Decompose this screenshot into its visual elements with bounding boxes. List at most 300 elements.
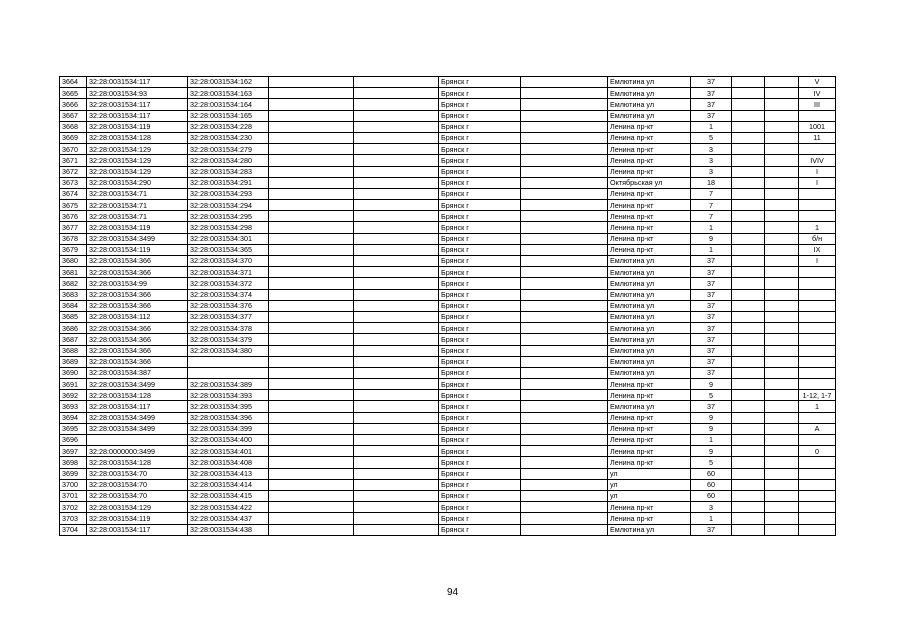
- cell-house-number: 5: [691, 390, 732, 401]
- cell-row-number: 3684: [60, 300, 87, 311]
- cell-col-7: [521, 401, 608, 412]
- cell-col-10: [732, 468, 765, 479]
- cell-col-7: [521, 435, 608, 446]
- cell-cadastral-number-parent: 32:28:0031534:366: [87, 323, 188, 334]
- cell-cadastral-number: 32:28:0031534:280: [188, 155, 269, 166]
- cell-row-number: 3693: [60, 401, 87, 412]
- cell-house-number: 37: [691, 110, 732, 121]
- cell-row-number: 3694: [60, 412, 87, 423]
- cell-street: ул: [608, 490, 691, 501]
- cell-cadastral-number-parent: 32:28:0031534:129: [87, 166, 188, 177]
- cell-col-4: [269, 267, 354, 278]
- cell-col-11: [765, 513, 799, 524]
- cell-col-4: [269, 334, 354, 345]
- cell-col-4: [269, 300, 354, 311]
- cell-street: Ленина пр-кт: [608, 412, 691, 423]
- table-row: [60, 166, 836, 177]
- table-row: [60, 457, 836, 468]
- cell-house-number: 9: [691, 412, 732, 423]
- cell-col-10: [732, 423, 765, 434]
- cell-cadastral-number: 32:28:0031534:365: [188, 244, 269, 255]
- cell-cadastral-number-parent: 32:28:0031534:3499: [87, 423, 188, 434]
- cell-col-10: [732, 334, 765, 345]
- cell-cadastral-number-parent: 32:28:0031534:3499: [87, 379, 188, 390]
- cell-house-number: 37: [691, 367, 732, 378]
- cell-premises-number: IX: [799, 244, 836, 255]
- cell-house-number: 37: [691, 289, 732, 300]
- cell-col-11: [765, 390, 799, 401]
- cell-cadastral-number: 32:28:0031534:437: [188, 513, 269, 524]
- cell-row-number: 3669: [60, 132, 87, 143]
- cell-house-number: 5: [691, 457, 732, 468]
- table-row: [60, 188, 836, 199]
- table-row: [60, 110, 836, 121]
- table-row: [60, 256, 836, 267]
- cell-house-number: 9: [691, 379, 732, 390]
- cell-col-11: [765, 423, 799, 434]
- cell-col-11: [765, 356, 799, 367]
- cell-col-7: [521, 356, 608, 367]
- cell-col-5: [354, 300, 439, 311]
- cell-city: Брянск г: [439, 412, 521, 423]
- cell-cadastral-number: 32:28:0031534:415: [188, 490, 269, 501]
- cell-cadastral-number: 32:28:0031534:294: [188, 200, 269, 211]
- cell-col-10: [732, 435, 765, 446]
- cell-col-5: [354, 132, 439, 143]
- cell-col-4: [269, 278, 354, 289]
- cell-row-number: 3680: [60, 256, 87, 267]
- cell-house-number: 37: [691, 278, 732, 289]
- cell-cadastral-number-parent: 32:28:0031534:117: [87, 77, 188, 88]
- cell-col-5: [354, 311, 439, 322]
- cell-col-5: [354, 490, 439, 501]
- cell-row-number: 3678: [60, 233, 87, 244]
- cell-col-7: [521, 77, 608, 88]
- cell-cadastral-number: 32:28:0031534:378: [188, 323, 269, 334]
- table-body: [60, 77, 836, 536]
- cell-street: Емлютина ул: [608, 401, 691, 412]
- table-row: [60, 211, 836, 222]
- cell-city: Брянск г: [439, 222, 521, 233]
- cell-house-number: 37: [691, 524, 732, 535]
- cell-col-11: [765, 177, 799, 188]
- cell-col-11: [765, 323, 799, 334]
- cell-col-11: [765, 211, 799, 222]
- cell-col-11: [765, 110, 799, 121]
- cell-row-number: 3688: [60, 345, 87, 356]
- cell-street: Ленина пр-кт: [608, 379, 691, 390]
- cell-premises-number: [799, 300, 836, 311]
- cell-row-number: 3664: [60, 77, 87, 88]
- cell-city: Брянск г: [439, 200, 521, 211]
- cell-row-number: 3689: [60, 356, 87, 367]
- cell-cadastral-number-parent: 32:28:0031534:71: [87, 188, 188, 199]
- cell-col-10: [732, 256, 765, 267]
- cell-cadastral-number-parent: 32:28:0031534:366: [87, 356, 188, 367]
- cell-cadastral-number-parent: 32:28:0031534:93: [87, 88, 188, 99]
- cell-cadastral-number-parent: 32:28:0031534:117: [87, 99, 188, 110]
- cell-house-number: 37: [691, 401, 732, 412]
- cell-cadastral-number: 32:28:0031534:379: [188, 334, 269, 345]
- cell-street: Ленина пр-кт: [608, 200, 691, 211]
- cell-street: Ленина пр-кт: [608, 233, 691, 244]
- cell-col-5: [354, 121, 439, 132]
- cell-col-7: [521, 244, 608, 255]
- cell-cadastral-number-parent: 32:28:0000000:3499: [87, 446, 188, 457]
- cell-col-7: [521, 233, 608, 244]
- cell-city: Брянск г: [439, 77, 521, 88]
- cell-city: Брянск г: [439, 155, 521, 166]
- cell-city: Брянск г: [439, 490, 521, 501]
- cell-col-5: [354, 289, 439, 300]
- cell-col-4: [269, 446, 354, 457]
- cell-city: Брянск г: [439, 233, 521, 244]
- cell-col-10: [732, 110, 765, 121]
- cell-row-number: 3679: [60, 244, 87, 255]
- table-row: [60, 121, 836, 132]
- cell-col-7: [521, 289, 608, 300]
- cell-street: Ленина пр-кт: [608, 390, 691, 401]
- cell-cadastral-number: 32:28:0031534:380: [188, 345, 269, 356]
- table-row: [60, 88, 836, 99]
- table-row: [60, 435, 836, 446]
- cell-col-11: [765, 278, 799, 289]
- cell-street: Ленина пр-кт: [608, 446, 691, 457]
- cell-city: Брянск г: [439, 166, 521, 177]
- table-row: [60, 278, 836, 289]
- cell-col-4: [269, 144, 354, 155]
- cell-cadastral-number-parent: 32:28:0031534:119: [87, 513, 188, 524]
- cell-col-11: [765, 367, 799, 378]
- cell-col-7: [521, 345, 608, 356]
- cell-col-7: [521, 267, 608, 278]
- table-row: [60, 524, 836, 535]
- cell-cadastral-number: 32:28:0031534:414: [188, 479, 269, 490]
- cell-col-5: [354, 110, 439, 121]
- cell-col-5: [354, 479, 439, 490]
- cell-col-11: [765, 99, 799, 110]
- cell-col-5: [354, 177, 439, 188]
- table-row: [60, 144, 836, 155]
- cell-col-5: [354, 379, 439, 390]
- cell-premises-number: [799, 479, 836, 490]
- cell-col-5: [354, 356, 439, 367]
- table-row: [60, 502, 836, 513]
- cell-house-number: 1: [691, 435, 732, 446]
- cell-col-11: [765, 412, 799, 423]
- cell-house-number: 3: [691, 144, 732, 155]
- cell-premises-number: б/н: [799, 233, 836, 244]
- cell-col-7: [521, 524, 608, 535]
- cell-premises-number: [799, 110, 836, 121]
- cell-col-7: [521, 88, 608, 99]
- cell-street: Емлютина ул: [608, 256, 691, 267]
- cell-col-10: [732, 323, 765, 334]
- cell-col-5: [354, 278, 439, 289]
- cell-house-number: 3: [691, 155, 732, 166]
- cell-col-4: [269, 524, 354, 535]
- cell-cadastral-number: 32:28:0031534:279: [188, 144, 269, 155]
- table-row: [60, 300, 836, 311]
- cell-cadastral-number-parent: 32:28:0031534:117: [87, 110, 188, 121]
- table-row: [60, 132, 836, 143]
- cell-row-number: 3698: [60, 457, 87, 468]
- cell-col-10: [732, 356, 765, 367]
- cell-row-number: 3667: [60, 110, 87, 121]
- cell-col-5: [354, 166, 439, 177]
- cell-cadastral-number-parent: 32:28:0031534:119: [87, 121, 188, 132]
- cell-city: Брянск г: [439, 502, 521, 513]
- cell-cadastral-number: 32:28:0031534:401: [188, 446, 269, 457]
- cell-col-7: [521, 110, 608, 121]
- cell-col-7: [521, 479, 608, 490]
- cell-col-11: [765, 132, 799, 143]
- cell-col-5: [354, 222, 439, 233]
- cell-col-4: [269, 132, 354, 143]
- cell-col-4: [269, 435, 354, 446]
- cell-col-10: [732, 479, 765, 490]
- cell-house-number: 37: [691, 267, 732, 278]
- cell-premises-number: [799, 200, 836, 211]
- cell-city: Брянск г: [439, 188, 521, 199]
- cell-street: Емлютина ул: [608, 345, 691, 356]
- cell-col-11: [765, 379, 799, 390]
- cell-row-number: 3666: [60, 99, 87, 110]
- cell-street: Ленина пр-кт: [608, 435, 691, 446]
- cell-cadastral-number: 32:28:0031534:393: [188, 390, 269, 401]
- cell-house-number: 1: [691, 222, 732, 233]
- cell-city: Брянск г: [439, 390, 521, 401]
- cell-house-number: 60: [691, 479, 732, 490]
- cell-col-5: [354, 345, 439, 356]
- cell-col-5: [354, 267, 439, 278]
- cell-cadastral-number-parent: 32:28:0031534:366: [87, 289, 188, 300]
- cell-street: ул: [608, 479, 691, 490]
- cell-street: Емлютина ул: [608, 334, 691, 345]
- cell-col-11: [765, 233, 799, 244]
- cell-col-10: [732, 513, 765, 524]
- cell-house-number: 37: [691, 356, 732, 367]
- cell-street: Емлютина ул: [608, 289, 691, 300]
- cell-street: Емлютина ул: [608, 278, 691, 289]
- cell-row-number: 3675: [60, 200, 87, 211]
- cell-cadastral-number: 32:28:0031534:396: [188, 412, 269, 423]
- cell-col-11: [765, 200, 799, 211]
- cell-row-number: 3668: [60, 121, 87, 132]
- cell-cadastral-number-parent: 32:28:0031534:366: [87, 300, 188, 311]
- cell-premises-number: [799, 345, 836, 356]
- cell-col-10: [732, 345, 765, 356]
- data-table: [59, 76, 836, 536]
- cell-col-7: [521, 222, 608, 233]
- cell-col-5: [354, 211, 439, 222]
- cell-col-10: [732, 490, 765, 501]
- cell-city: Брянск г: [439, 110, 521, 121]
- cell-col-4: [269, 289, 354, 300]
- cell-col-4: [269, 457, 354, 468]
- cell-col-10: [732, 412, 765, 423]
- cell-col-5: [354, 446, 439, 457]
- cell-cadastral-number: 32:28:0031534:370: [188, 256, 269, 267]
- table-row: [60, 446, 836, 457]
- cell-col-4: [269, 311, 354, 322]
- cell-cadastral-number: 32:28:0031534:165: [188, 110, 269, 121]
- cell-street: Ленина пр-кт: [608, 121, 691, 132]
- cell-col-4: [269, 490, 354, 501]
- table-row: [60, 423, 836, 434]
- cell-col-11: [765, 435, 799, 446]
- cell-row-number: 3702: [60, 502, 87, 513]
- cell-col-7: [521, 412, 608, 423]
- cell-premises-number: [799, 211, 836, 222]
- cell-house-number: 1: [691, 121, 732, 132]
- cell-cadastral-number-parent: [87, 435, 188, 446]
- cell-col-7: [521, 177, 608, 188]
- cell-col-11: [765, 244, 799, 255]
- cell-house-number: 1: [691, 513, 732, 524]
- cell-col-5: [354, 412, 439, 423]
- cell-col-7: [521, 166, 608, 177]
- cell-city: Брянск г: [439, 132, 521, 143]
- cell-col-7: [521, 490, 608, 501]
- cell-col-5: [354, 88, 439, 99]
- cell-col-4: [269, 233, 354, 244]
- cell-col-7: [521, 188, 608, 199]
- cell-premises-number: 11: [799, 132, 836, 143]
- cell-house-number: 3: [691, 502, 732, 513]
- table-row: [60, 412, 836, 423]
- cell-street: Ленина пр-кт: [608, 513, 691, 524]
- cell-col-5: [354, 144, 439, 155]
- cell-col-4: [269, 423, 354, 434]
- cell-col-4: [269, 188, 354, 199]
- table-row: [60, 323, 836, 334]
- cell-col-5: [354, 367, 439, 378]
- cell-row-number: 3685: [60, 311, 87, 322]
- cell-premises-number: [799, 144, 836, 155]
- cell-house-number: 9: [691, 446, 732, 457]
- cell-col-4: [269, 379, 354, 390]
- cell-col-5: [354, 457, 439, 468]
- cell-cadastral-number: 32:28:0031534:283: [188, 166, 269, 177]
- cell-row-number: 3699: [60, 468, 87, 479]
- cell-col-4: [269, 121, 354, 132]
- cell-col-5: [354, 99, 439, 110]
- cell-col-10: [732, 502, 765, 513]
- cell-row-number: 3682: [60, 278, 87, 289]
- cell-col-7: [521, 256, 608, 267]
- cell-city: Брянск г: [439, 323, 521, 334]
- cell-cadastral-number-parent: 32:28:0031534:129: [87, 155, 188, 166]
- cell-col-7: [521, 323, 608, 334]
- cell-col-11: [765, 502, 799, 513]
- table-row: [60, 77, 836, 88]
- cell-premises-number: [799, 468, 836, 479]
- table-row: [60, 490, 836, 501]
- cell-premises-number: [799, 490, 836, 501]
- table-row: [60, 233, 836, 244]
- cell-street: Ленина пр-кт: [608, 166, 691, 177]
- cell-street: Емлютина ул: [608, 110, 691, 121]
- cell-col-11: [765, 267, 799, 278]
- cell-col-7: [521, 468, 608, 479]
- cell-premises-number: [799, 502, 836, 513]
- page-number: 94: [446, 587, 459, 598]
- table-row: [60, 177, 836, 188]
- cell-col-5: [354, 77, 439, 88]
- cell-col-10: [732, 446, 765, 457]
- cell-col-4: [269, 77, 354, 88]
- cell-house-number: 60: [691, 468, 732, 479]
- cell-city: Брянск г: [439, 457, 521, 468]
- cell-col-4: [269, 99, 354, 110]
- cell-cadastral-number: 32:28:0031534:163: [188, 88, 269, 99]
- cell-city: Брянск г: [439, 401, 521, 412]
- table-row: [60, 367, 836, 378]
- cell-cadastral-number-parent: 32:28:0031534:3499: [87, 233, 188, 244]
- table-row: [60, 334, 836, 345]
- cell-premises-number: IV: [799, 88, 836, 99]
- cell-cadastral-number-parent: 32:28:0031534:366: [87, 256, 188, 267]
- table-row: [60, 244, 836, 255]
- cell-city: Брянск г: [439, 177, 521, 188]
- cell-col-11: [765, 468, 799, 479]
- cell-city: Брянск г: [439, 144, 521, 155]
- cell-col-10: [732, 244, 765, 255]
- cell-col-4: [269, 513, 354, 524]
- cell-col-4: [269, 211, 354, 222]
- cell-house-number: 7: [691, 211, 732, 222]
- cell-row-number: 3670: [60, 144, 87, 155]
- cell-row-number: 3687: [60, 334, 87, 345]
- cell-street: Октябрьская ул: [608, 177, 691, 188]
- cell-col-10: [732, 155, 765, 166]
- cell-col-11: [765, 256, 799, 267]
- cell-col-7: [521, 144, 608, 155]
- cell-col-7: [521, 390, 608, 401]
- cell-col-5: [354, 502, 439, 513]
- cell-cadastral-number: 32:28:0031534:162: [188, 77, 269, 88]
- cell-street: Ленина пр-кт: [608, 502, 691, 513]
- cell-cadastral-number: 32:28:0031534:293: [188, 188, 269, 199]
- cell-row-number: 3681: [60, 267, 87, 278]
- cell-city: Брянск г: [439, 345, 521, 356]
- cell-cadastral-number: 32:28:0031534:298: [188, 222, 269, 233]
- cell-cadastral-number-parent: 32:28:0031534:119: [87, 222, 188, 233]
- cell-row-number: 3683: [60, 289, 87, 300]
- cell-cadastral-number-parent: 32:28:0031534:387: [87, 367, 188, 378]
- cell-street: Ленина пр-кт: [608, 211, 691, 222]
- cell-city: Брянск г: [439, 88, 521, 99]
- cell-cadastral-number: 32:28:0031534:376: [188, 300, 269, 311]
- cell-col-5: [354, 423, 439, 434]
- cell-col-7: [521, 155, 608, 166]
- cell-cadastral-number: 32:28:0031534:374: [188, 289, 269, 300]
- cell-street: Емлютина ул: [608, 356, 691, 367]
- cell-cadastral-number: 32:28:0031534:164: [188, 99, 269, 110]
- cell-row-number: 3674: [60, 188, 87, 199]
- cell-col-7: [521, 211, 608, 222]
- cell-cadastral-number: 32:28:0031534:399: [188, 423, 269, 434]
- cell-col-11: [765, 334, 799, 345]
- table-row: [60, 479, 836, 490]
- cell-street: ул: [608, 468, 691, 479]
- cell-col-7: [521, 379, 608, 390]
- cell-col-10: [732, 88, 765, 99]
- cell-col-5: [354, 334, 439, 345]
- table-row: [60, 267, 836, 278]
- cell-col-5: [354, 155, 439, 166]
